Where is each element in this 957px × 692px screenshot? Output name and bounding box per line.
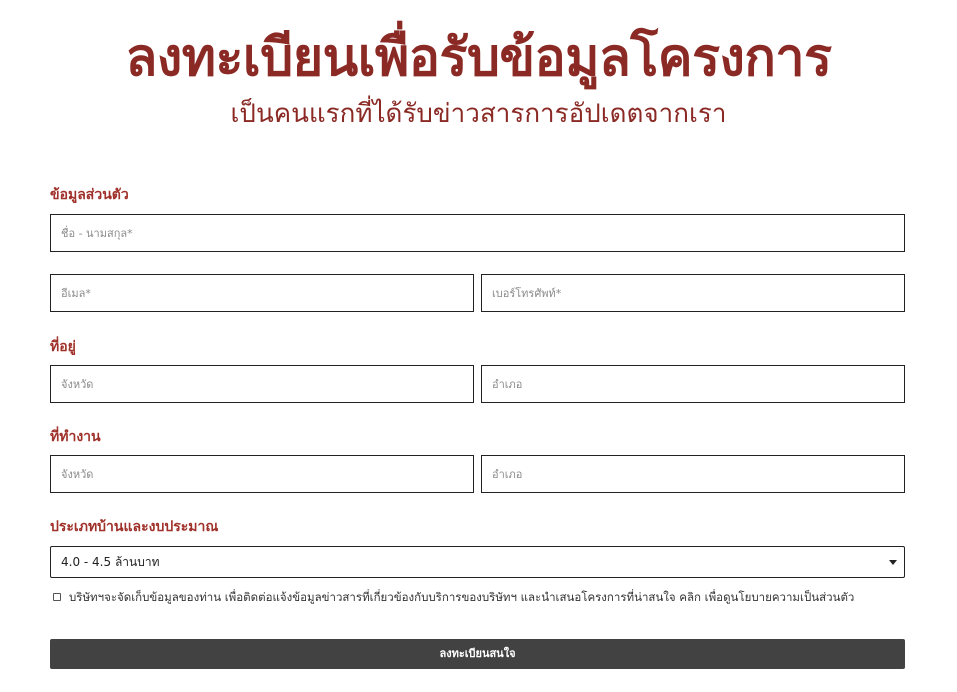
register-button[interactable]: ลงทะเบียนสนใจ [50, 639, 905, 669]
consent-checkbox[interactable] [53, 593, 61, 601]
budget-select-value: 4.0 - 4.5 ล้านบาท [61, 555, 160, 569]
workplace-province-input[interactable] [50, 455, 474, 493]
page-subtitle: เป็นคนแรกที่ได้รับข่าวสารการอัปเดตจากเรา [230, 99, 727, 129]
email-input[interactable] [50, 274, 474, 312]
page-title: ลงทะเบียนเพื่อรับข้อมูลโครงการ [125, 28, 832, 88]
address-district-input[interactable] [481, 365, 905, 403]
full-name-input[interactable] [50, 214, 905, 252]
caret-down-icon [889, 560, 897, 565]
consent-row [53, 588, 854, 606]
section-label-workplace: ที่ทำงาน [50, 429, 101, 445]
section-label-personal: ข้อมูลส่วนตัว [50, 187, 129, 203]
workplace-district-input[interactable] [481, 455, 905, 493]
budget-select[interactable] [50, 546, 905, 578]
section-label-budget: ประเภทบ้านและงบประมาณ [50, 519, 219, 535]
section-label-address: ที่อยู่ [50, 339, 76, 355]
phone-input[interactable] [481, 274, 905, 312]
consent-text: บริษัทฯจะจัดเก็บข้อมูลของท่าน เพื่อติดต่อแจ้งข้อมูลข่าวสารที่เกี่ยวข้องกับบริการของบริษัทฯ และนำเสนอโครงการที่น่าสนใจ คลิก เพื่อดูนโยบายความเป็นส่วนตัว [69, 590, 855, 604]
address-province-input[interactable] [50, 365, 474, 403]
